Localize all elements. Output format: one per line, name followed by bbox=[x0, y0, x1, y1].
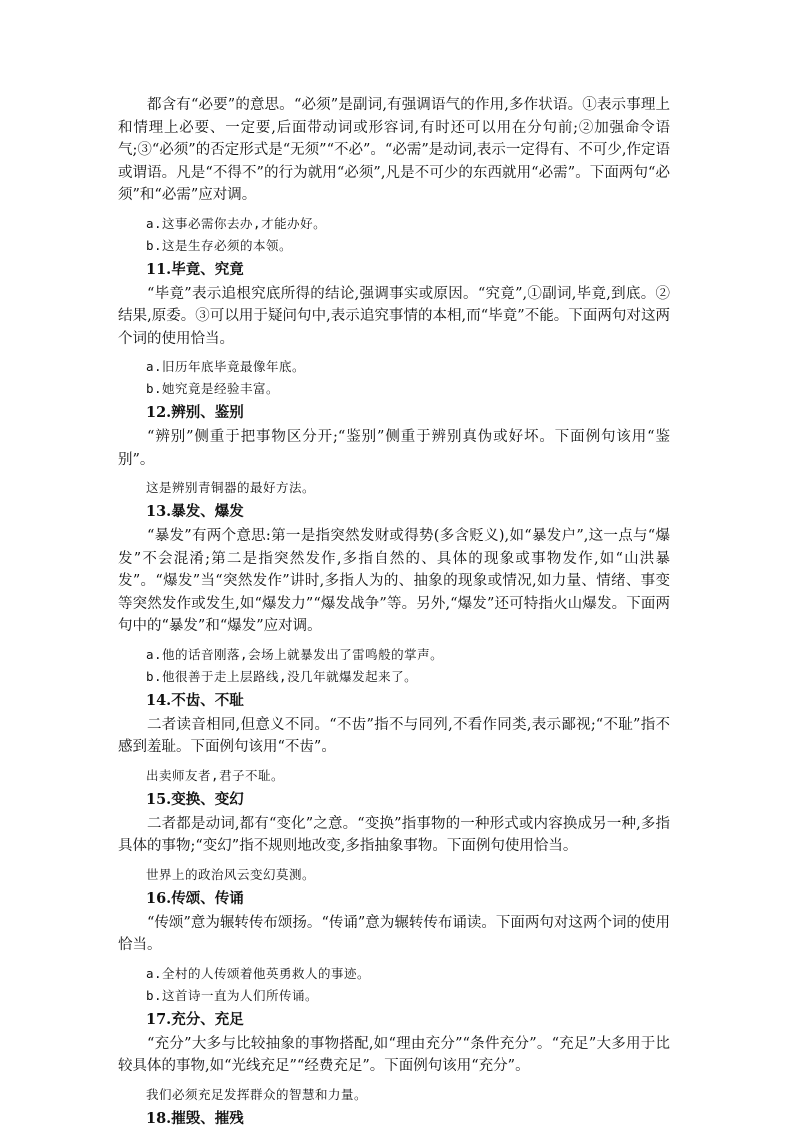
example-sentence: a.这事必需你去办,才能办好。 bbox=[146, 215, 327, 231]
example-sentence: b.他很善于走上层路线,没几年就爆发起来了。 bbox=[146, 668, 418, 684]
paragraph-bijing-jiujing: “毕竟”表示追根究底所得的结论,强调事实或原因。“究竟”,①副词,毕竟,到底。②结果,原委。③可以用于疑问句中,表示追究事情的本相,而“毕竟”不能。下面两句对这两个词的使用恰当。 bbox=[118, 285, 670, 347]
example-sentence: a.旧历年底毕竟最像年底。 bbox=[146, 359, 306, 374]
paragraph-chongfen-chongzu: “充分”大多与比较抽象的事物搭配,如“理由充分”“条件充分”。“充足”大多用于比较具体的事物,如“光线充足”“经费充足”。下面例句该用“充分”。 bbox=[118, 1035, 670, 1074]
example-sentence: a.全村的人传颂着他英勇救人的事迹。 bbox=[146, 965, 371, 981]
paragraph-chuansong: “传颂”意为辗转传布颂扬。“传诵”意为辗转传布诵读。下面两句对这两个词的使用恰当。 bbox=[118, 914, 670, 953]
document-body bbox=[118, 94, 670, 1132]
example-sentence: b.她究竟是经验丰富。 bbox=[146, 381, 280, 396]
example-sentence: b.这首诗一直为人们所传诵。 bbox=[146, 987, 319, 1003]
section-heading-18: 18.摧毁、摧残 bbox=[146, 1109, 244, 1127]
section-heading-14: 14.不齿、不耻 bbox=[146, 691, 244, 709]
example-sentence: 这是辨别青铜器的最好方法。 bbox=[146, 480, 316, 495]
paragraph-bixu-bixu: 都含有“必要”的意思。“必须”是副词,有强调语气的作用,多作状语。①表示事理上和情理上必要、一定要,后面带动词或形容词,有时还可以用在分句前;②加强命令语气;③“必须”的否定形式是“无须”“不必”。“必需”是动词,表示一定得有、不可少,作定语或谓语。凡是“不得不”的行为就用“必须”,凡是不可少的东西就用“必需”。下面两句“必须”和“必需”应对调。 bbox=[118, 97, 670, 203]
section-heading-12: 12.辨别、鉴别 bbox=[146, 404, 244, 421]
section-heading-11: 11.毕竟、究竟 bbox=[146, 260, 244, 278]
section-heading-16: 16.传颂、传诵 bbox=[146, 889, 244, 907]
example-sentence: b.这是生存必须的本领。 bbox=[146, 237, 293, 253]
paragraph-buchi: 二者读音相同,但意义不同。“不齿”指不与同列,不看作同类,表示鄙视;“不耻”指不感到羞耻。下面例句该用“不齿”。 bbox=[118, 716, 670, 755]
paragraph-bianhuan-bianhuan: 二者都是动词,都有“变化”之意。“变换”指事物的一种形式或内容换成另一种,多指具体的事物;“变幻”指不规则地改变,多指抽象事物。下面例句使用恰当。 bbox=[118, 815, 670, 854]
section-heading-15: 15.变换、变幻 bbox=[146, 790, 244, 808]
paragraph-baofa: “暴发”有两个意思:第一是指突然发财或得势(多含贬义),如“暴发户”,这一点与“爆发”不会混淆;第二是指突然发作,多指自然的、具体的现象或事物发作,如“山洪暴发”。“爆发”当“突然发作”讲时,多指人为的、抽象的现象或情况,如力量、情绪、事变等突然发作或发生,如“爆发力”“爆发战争”等。另外,“爆发”还可特指火山爆发。下面两句中的“暴发”和“爆发”应对调。 bbox=[118, 528, 670, 634]
section-heading-17: 17.充分、充足 bbox=[146, 1010, 244, 1028]
section-heading-13: 13.暴发、爆发 bbox=[146, 503, 244, 520]
example-sentence: 我们必须充足发挥群众的智慧和力量。 bbox=[146, 1086, 368, 1102]
example-sentence: a.他的话音刚落,会场上就暴发出了雷鸣般的掌声。 bbox=[146, 646, 444, 662]
example-sentence: 世界上的政治风云变幻莫测。 bbox=[146, 866, 316, 882]
paragraph-bianbie-jianbie: “辨别”侧重于把事物区分开;“鉴别”侧重于辨别真伪或好坏。下面例句该用“鉴别”。 bbox=[118, 429, 670, 468]
example-sentence: 出卖师友者,君子不耻。 bbox=[146, 767, 285, 783]
